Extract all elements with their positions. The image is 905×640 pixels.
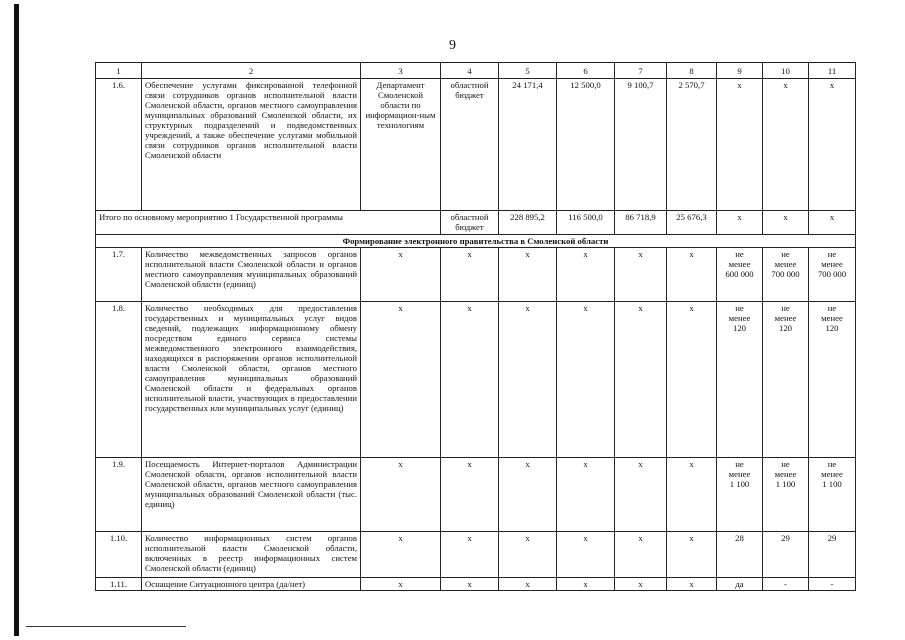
target-value-line: менее: [728, 259, 751, 269]
target-value-line: да: [735, 579, 744, 589]
source-cell: х: [441, 532, 499, 578]
value-cell: х: [499, 302, 557, 458]
table-row: [96, 458, 856, 532]
value-cell: х: [615, 578, 667, 591]
target-value-line: менее: [774, 313, 797, 323]
target-value-line: 120: [825, 323, 839, 333]
target-value-line: не: [827, 249, 837, 259]
source-cell: х: [441, 302, 499, 458]
row-number: 1.11.: [96, 578, 142, 591]
value-cell: х: [667, 458, 717, 532]
value-cell: х: [667, 532, 717, 578]
table-row: [96, 578, 856, 591]
target-value-cell: [717, 302, 763, 458]
table-row: [96, 302, 856, 458]
target-value-cell: [763, 302, 809, 458]
column-header: 4: [441, 63, 499, 79]
indicator-year-3: х: [809, 79, 856, 211]
target-value-line: 120: [778, 323, 793, 333]
column-header: 10: [763, 63, 809, 79]
row-number: 1.7.: [96, 248, 142, 302]
target-value-line: 1 100: [822, 479, 842, 489]
value-cell: х: [499, 248, 557, 302]
activity-name: Обеспечение услугами фиксированной телефонной связи сотрудников органов исполнительной власти Смоленской области, органов местного самоуправления муниципальных образований Смоленской области, их структурных подразделений и подведомственных учреждений, а также обеспечение услугами мобильной связи сотрудников органов исполнительной власти Смоленской области: [142, 79, 361, 211]
funding-source: областной бюджет: [441, 79, 499, 211]
target-value-line: менее: [774, 469, 797, 479]
value-cell: х: [615, 302, 667, 458]
scan-edge-bar: [14, 4, 19, 636]
value-cell: х: [499, 578, 557, 591]
target-value-cell: [763, 458, 809, 532]
value-cell: х: [615, 458, 667, 532]
source-cell: х: [441, 458, 499, 532]
target-value-line: менее: [821, 469, 843, 479]
source-cell: х: [441, 578, 499, 591]
table-row-1-6: [96, 79, 856, 211]
target-value-line: 1 100: [729, 479, 750, 489]
indicator-year-2: х: [763, 79, 809, 211]
column-header: 6: [557, 63, 615, 79]
indicator-name: Количество необходимых для предоставления государственных и муниципальных услуг видов сведений, подлежащих информационному обмену посредством единого сервиса системы межведомственного электронного взаимодействия, находящихся в распоряжении органов исполнительной власти Смоленской области, органов местного самоуправления муниципальных образований Смоленской области и федеральных органов исполнительной власти, участвующих в предоставлении государственных или муниципальных услуг (единиц): [142, 302, 361, 458]
column-number-row: [96, 63, 856, 79]
indicator-name: Количество информационных систем органов исполнительной власти Смоленской области, включенных в реестр информационных систем Смоленской области (единиц): [142, 532, 361, 578]
column-header: 11: [809, 63, 856, 79]
column-header: 5: [499, 63, 557, 79]
section-title: Формирование электронного правительства в Смоленской области: [96, 235, 856, 248]
indicator-name: Количество межведомственных запросов органов исполнительной власти Смоленской области и органов местного самоуправления муниципальных образований Смоленской области (единиц): [142, 248, 361, 302]
program-table: [95, 62, 856, 591]
column-header: 7: [615, 63, 667, 79]
target-value-line: менее: [728, 469, 751, 479]
section-row: [96, 235, 856, 248]
row-number: 1.8.: [96, 302, 142, 458]
source-cell: х: [441, 248, 499, 302]
target-value-line: 120: [732, 323, 747, 333]
funding-year-1: 12 500,0: [557, 79, 615, 211]
value-cell: х: [615, 248, 667, 302]
value-cell: х: [499, 532, 557, 578]
row-number: 1.6.: [96, 79, 142, 211]
funding-year-2: 9 100,7: [615, 79, 667, 211]
column-header: 3: [361, 63, 441, 79]
value-cell: х: [667, 578, 717, 591]
total-row: [96, 211, 856, 235]
target-value-cell: [809, 248, 856, 302]
total-year-1: 116 500,0: [557, 211, 615, 235]
total-indicator-2: х: [763, 211, 809, 235]
value-cell: х: [557, 532, 615, 578]
table-row: [96, 248, 856, 302]
target-value-cell: [717, 532, 763, 578]
target-value-line: менее: [774, 259, 797, 269]
value-cell: х: [557, 248, 615, 302]
target-value-cell: [809, 578, 856, 591]
row-number: 1.9.: [96, 458, 142, 532]
total-year-2: 86 718,9: [615, 211, 667, 235]
value-cell: х: [615, 532, 667, 578]
target-value-line: не: [781, 303, 790, 313]
total-indicator-1: х: [717, 211, 763, 235]
column-header: 9: [717, 63, 763, 79]
value-cell: х: [557, 302, 615, 458]
target-value-line: менее: [821, 259, 843, 269]
column-header: 1: [96, 63, 142, 79]
target-value-cell: [809, 302, 856, 458]
value-cell: х: [557, 458, 615, 532]
target-value-line: не: [781, 249, 790, 259]
total-funding-source: областной бюджет: [441, 211, 499, 235]
indicator-name: Посещаемость Интернет-порталов Администрации Смоленской области, органов исполнительной власти Смоленской области, органов местного самоуправления муниципальных образований Смоленской области (тыс. единиц): [142, 458, 361, 532]
target-value-line: не: [827, 459, 837, 469]
total-year-3: 25 676,3: [667, 211, 717, 235]
column-header: 8: [667, 63, 717, 79]
executor-cell: х: [361, 578, 441, 591]
indicator-name: Оснащение Ситуационного центра (да/нет): [142, 578, 361, 591]
value-cell: х: [667, 302, 717, 458]
target-value-line: менее: [728, 313, 751, 323]
executor: Департамент Смоленской области по информацион-ным технологиям: [361, 79, 441, 211]
page-number: 9: [449, 38, 456, 53]
executor-cell: х: [361, 532, 441, 578]
indicator-year-1: х: [717, 79, 763, 211]
target-value-cell: [717, 578, 763, 591]
column-header: 2: [142, 63, 361, 79]
target-value-line: не: [735, 249, 744, 259]
funding-total: 24 171,4: [499, 79, 557, 211]
target-value-line: 1 100: [775, 479, 796, 489]
executor-cell: х: [361, 458, 441, 532]
target-value-line: не: [781, 459, 790, 469]
row-number: 1.10.: [96, 532, 142, 578]
target-value-line: менее: [821, 313, 843, 323]
value-cell: х: [499, 458, 557, 532]
target-value-cell: [717, 458, 763, 532]
target-value-cell: [763, 578, 809, 591]
target-value-cell: [809, 532, 856, 578]
total-indicator-3: х: [809, 211, 856, 235]
target-value-line: 600 000: [725, 269, 754, 279]
funding-year-3: 2 570,7: [667, 79, 717, 211]
total-label: Итого по основному мероприятию 1 Государственной программы: [96, 211, 441, 235]
executor-cell: х: [361, 248, 441, 302]
target-value-cell: [717, 248, 763, 302]
target-value-line: 29: [781, 533, 790, 543]
target-value-line: 700 000: [771, 269, 800, 279]
executor-cell: х: [361, 302, 441, 458]
value-cell: х: [667, 248, 717, 302]
target-value-line: 700 000: [817, 269, 847, 279]
target-value-cell: [763, 532, 809, 578]
table-row: [96, 532, 856, 578]
total-funding: 228 895,2: [499, 211, 557, 235]
target-value-line: 29: [827, 533, 837, 543]
target-value-line: не: [735, 303, 744, 313]
target-value-line: не: [735, 459, 744, 469]
target-value-line: 28: [735, 533, 744, 543]
scan-bottom-line: [26, 626, 186, 627]
target-value-cell: [809, 458, 856, 532]
target-value-line: -: [784, 579, 787, 589]
target-value-line: не: [827, 303, 837, 313]
target-value-cell: [763, 248, 809, 302]
target-value-line: -: [830, 579, 834, 589]
indicator-rows: [96, 248, 856, 591]
value-cell: х: [557, 578, 615, 591]
